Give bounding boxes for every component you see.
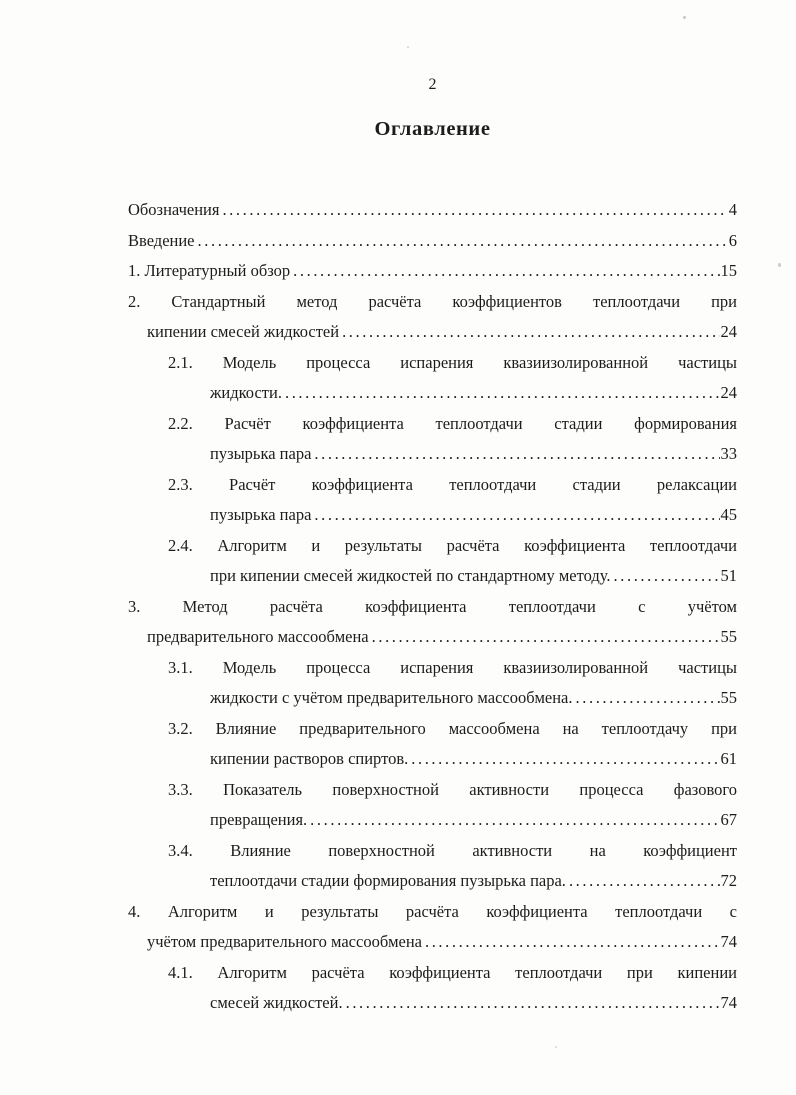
page-number-top: 2 [428, 76, 437, 93]
toc-line [168, 866, 737, 897]
toc-line: 3. Метод расчёта коэффициента теплоотдачи с учётом [128, 596, 737, 616]
toc-line: 4.1. Алгоритм расчёта коэффициента теплоотдачи при кипении [168, 962, 737, 982]
toc-entry [128, 226, 737, 257]
toc-line [168, 378, 737, 409]
toc-entry [128, 775, 737, 836]
toc-line [128, 317, 737, 348]
toc-entry-text: пузырька пара [210, 505, 312, 524]
dot-leader [285, 378, 720, 409]
toc-line: 2.1. Модель процесса испарения квазиизолированной частицы [168, 352, 737, 372]
dot-leader [310, 805, 719, 836]
toc-entry-text: жидкости. [210, 383, 282, 402]
toc-page-number: 24 [720, 322, 737, 341]
toc-entry [128, 470, 737, 531]
toc-entry [128, 897, 737, 958]
toc-line: 3.2. Влияние предварительного массообмена на теплоотдачу при [168, 718, 737, 738]
toc-entry [128, 256, 737, 287]
toc-entry [128, 287, 737, 348]
toc-page-number: 33 [720, 444, 737, 463]
dot-leader [346, 988, 720, 1019]
toc-line [128, 256, 737, 287]
toc-page-number: 74 [720, 932, 737, 951]
toc-page-number: 74 [720, 993, 737, 1012]
dot-leader [576, 683, 720, 714]
toc-page-number: 55 [720, 688, 737, 707]
toc-line: 2. Стандартный метод расчёта коэффициентов теплоотдачи при [128, 291, 737, 311]
toc-line: 4. Алгоритм и результаты расчёта коэффициента теплоотдачи с [128, 901, 737, 921]
toc-line [168, 805, 737, 836]
dot-leader [425, 927, 720, 958]
toc-page-number: 51 [720, 566, 737, 585]
scan-speck [555, 1046, 557, 1048]
toc-entry-text: Введение [128, 230, 195, 250]
page-content [128, 0, 737, 1019]
toc-line: 3.4. Влияние поверхностной активности на коэффициент [168, 840, 737, 860]
toc-line [168, 439, 737, 470]
toc-page-number: 15 [720, 261, 737, 280]
toc-entry-text: 1. Литературный обзор [128, 261, 291, 280]
toc-page-number: 4 [728, 200, 737, 219]
dot-leader [372, 622, 720, 653]
toc-line: 2.3. Расчёт коэффициента теплоотдачи стадии релаксации [168, 474, 737, 494]
toc-entry [128, 592, 737, 653]
toc-line [168, 988, 737, 1019]
toc-line [168, 500, 737, 531]
toc-entry-text: теплоотдачи стадии формирования пузырька пара. [210, 871, 566, 890]
toc-line [128, 195, 737, 226]
toc-page-number: 24 [720, 383, 737, 402]
toc-entry-text: Обозначения [128, 200, 220, 219]
toc-entry-text: предварительного массообмена [147, 627, 369, 646]
toc-line [128, 622, 737, 653]
toc-line [168, 561, 737, 592]
toc-list [128, 195, 737, 1019]
toc-entry-text: кипении смесей жидкостей [147, 322, 340, 341]
toc-entry-text: жидкости с учётом предварительного массообмена. [210, 688, 573, 707]
toc-entry-text: смесей жидкостей. [210, 993, 343, 1012]
toc-entry [128, 958, 737, 1019]
toc-page-number: 6 [728, 230, 737, 250]
toc-line [168, 744, 737, 775]
toc-entry [128, 409, 737, 470]
toc-line: 3.3. Показатель поверхностной активности процесса фазового [168, 779, 737, 799]
toc-line: 3.1. Модель процесса испарения квазиизолированной частицы [168, 657, 737, 677]
toc-page-number: 45 [720, 505, 737, 524]
toc-page-number: 61 [720, 749, 737, 768]
toc-entry-text: при кипении смесей жидкостей по стандартному методу. [210, 566, 611, 585]
dot-leader [222, 195, 727, 226]
toc-line [168, 683, 737, 714]
toc-line: 2.4. Алгоритм и результаты расчёта коэффициента теплоотдачи [168, 535, 737, 555]
toc-page-number: 55 [720, 627, 737, 646]
dot-leader [411, 744, 719, 775]
toc-entry-text: учётом предварительного массообмена [147, 932, 422, 951]
dot-leader [198, 226, 728, 257]
toc-entry [128, 348, 737, 409]
dot-leader [293, 256, 719, 287]
dot-leader [342, 317, 719, 348]
toc-line [128, 226, 737, 257]
toc-entry [128, 195, 737, 226]
toc-entry-text: кипении растворов спиртов. [210, 749, 409, 768]
toc-entry [128, 531, 737, 592]
toc-entry [128, 836, 737, 897]
dot-leader [314, 500, 719, 531]
page-title: Оглавление [374, 118, 491, 140]
scan-speck [778, 263, 781, 267]
toc-entry-text: пузырька пара [210, 444, 312, 463]
toc-entry [128, 714, 737, 775]
dot-leader [569, 866, 720, 897]
dot-leader [614, 561, 720, 592]
toc-entry [128, 653, 737, 714]
toc-line: 2.2. Расчёт коэффициента теплоотдачи стадии формирования [168, 413, 737, 433]
toc-line [128, 927, 737, 958]
toc-page-number: 67 [720, 810, 737, 829]
toc-page-number: 72 [720, 871, 737, 890]
toc-entry-text: превращения. [210, 810, 308, 829]
dot-leader [314, 439, 719, 470]
